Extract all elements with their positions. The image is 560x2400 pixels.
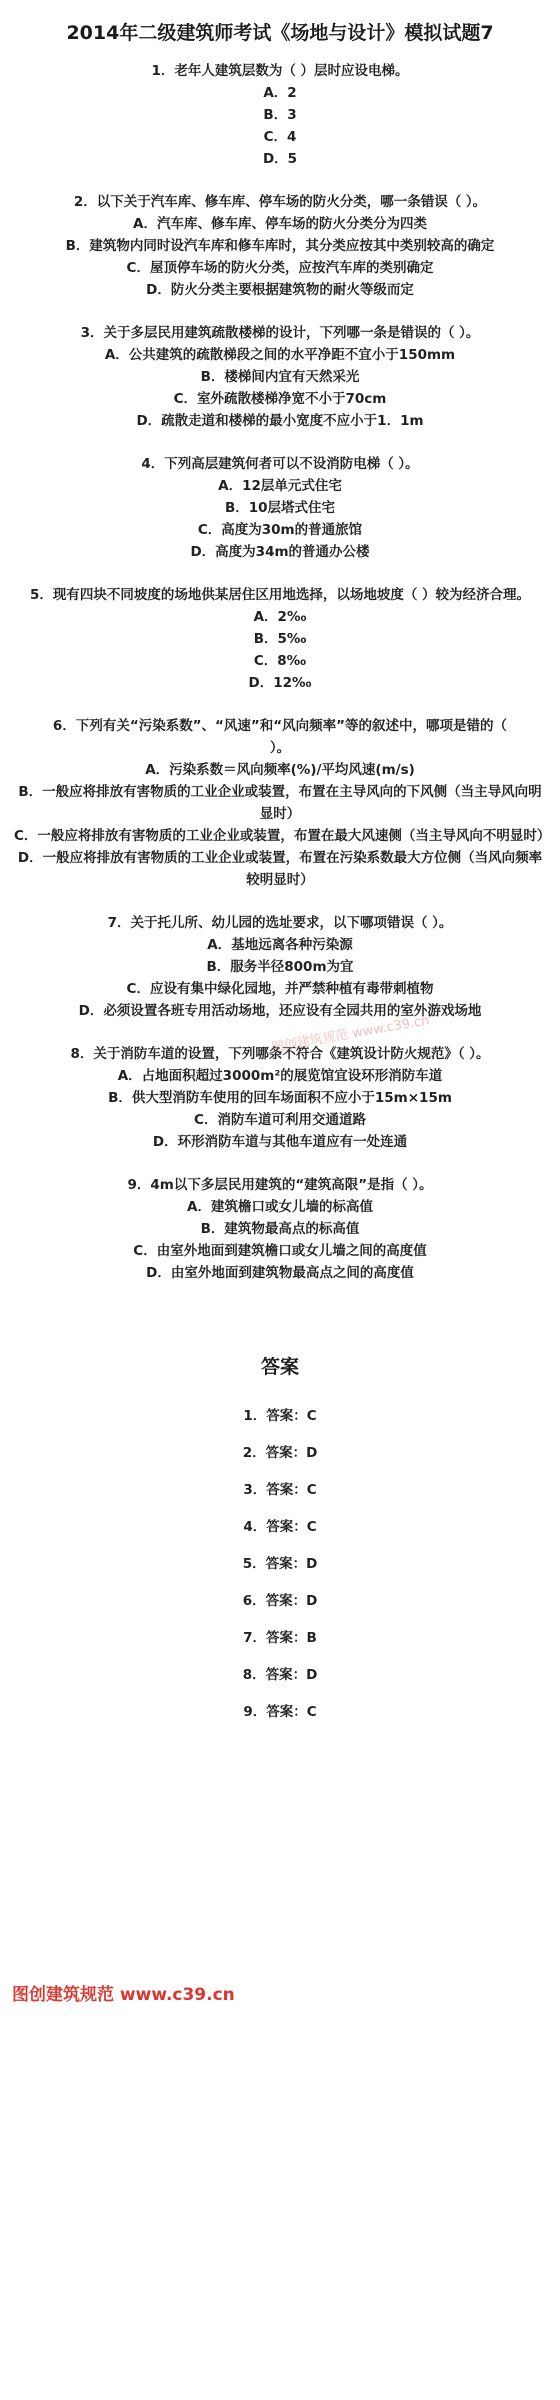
question-option: D．5: [262, 151, 298, 167]
question-stem: 4．下列高层建筑何者可以不设消防电梯（ ）。: [141, 456, 419, 472]
question-option: C．高度为30m的普通旅馆: [197, 522, 363, 538]
question-stem: 6．下列有关“污染系数”、“风速”和“风向频率”等的叙述中，哪项是错的（: [52, 718, 508, 734]
question-stem: 7．关于托儿所、幼儿园的选址要求，以下哪项错误（ ）。: [107, 915, 453, 931]
question-option: D．环形消防车道与其他车道应有一处连通: [152, 1134, 408, 1150]
answer-item: 9．答案：C: [243, 1704, 317, 1720]
question-stem: 8．关于消防车道的设置，下列哪条不符合《建筑设计防火规范》（ ）。: [70, 1046, 490, 1062]
question-option: C．室外疏散楼梯净宽不小于70cm: [173, 391, 387, 407]
question-option: B．3: [263, 107, 297, 123]
question-block: [0, 322, 560, 432]
question-option: D．疏散走道和楼梯的最小宽度不应小于1．1m: [136, 413, 424, 429]
question-option: B．建筑物最高点的标高值: [200, 1221, 360, 1237]
question-list: [0, 60, 560, 1305]
question-stem: 3．关于多层民用建筑疏散楼梯的设计，下列哪一条是错误的（ ）。: [80, 325, 480, 341]
question-option: D．由室外地面到建筑物最高点之间的高度值: [146, 1265, 414, 1281]
answer-item: 6．答案：D: [242, 1593, 318, 1609]
question-block: [0, 1043, 560, 1153]
question-stem: 1．老年人建筑层数为（ ）层时应设电梯。: [151, 63, 409, 79]
question-option: C．由室外地面到建筑檐口或女儿墙之间的高度值: [133, 1243, 427, 1259]
question-option: D．必须设置各班专用活动场地，还应设有全园共用的室外游戏场地: [78, 1003, 482, 1019]
question-option: A．占地面积超过3000m²的展览馆宜设环形消防车道: [117, 1068, 443, 1084]
question-option: B．5‰: [253, 631, 307, 647]
question-option: B．楼梯间内宜有天然采光: [200, 369, 360, 385]
question-option: A．2: [263, 85, 297, 101]
question-option: C．一般应将排放有害物质的工业企业或装置，布置在最大风速侧（当主导风向不明显时）: [14, 828, 551, 844]
question-option: D．防火分类主要根据建筑物的耐火等级而定: [146, 282, 414, 298]
question-option: B．10层塔式住宅: [224, 500, 336, 516]
question-stem: ）。: [269, 740, 291, 756]
answer-item: 4．答案：C: [243, 1519, 317, 1535]
question-block: [0, 715, 560, 891]
question-option: C．4: [263, 129, 297, 145]
question-option: B．供大型消防车使用的回车场面积不应小于15m×15m: [108, 1090, 452, 1106]
question-option: D．高度为34m的普通办公楼: [190, 544, 370, 560]
question-option: B．一般应将排放有害物质的工业企业或装置，布置在主导风向的下风侧（当主导风向明显时）: [18, 784, 542, 822]
question-option: A．汽车库、修车库、停车场的防火分类分为四类: [133, 216, 427, 232]
question-option: B．建筑物内同时设汽车库和修车库时，其分类应按其中类别较高的确定: [65, 238, 495, 254]
answer-list: [0, 1398, 560, 1731]
question-option: D．12‰: [248, 675, 312, 691]
question-option: A．基地远离各种污染源: [207, 937, 353, 953]
question-block: [0, 60, 560, 170]
question-option: A．12层单元式住宅: [218, 478, 342, 494]
question-option: B．服务半径800m为宜: [206, 959, 354, 975]
question-option: C．消防车道可利用交通道路: [194, 1112, 366, 1128]
answer-item: 8．答案：D: [242, 1667, 318, 1683]
question-option: A．建筑檐口或女儿墙的标高值: [187, 1199, 373, 1215]
question-option: A．2‰: [253, 609, 307, 625]
question-block: [0, 912, 560, 1022]
question-option: D．一般应将排放有害物质的工业企业或装置，布置在污染系数最大方位侧（当风向频率较明显时）: [17, 850, 543, 888]
question-block: [0, 584, 560, 694]
answer-item: 7．答案：B: [243, 1630, 317, 1646]
answers-heading: 答案: [260, 1356, 299, 1378]
watermark-overlay: 图创建筑规范 www.c39.cn: [270, 1013, 431, 1056]
question-option: C．屋顶停车场的防火分类，应按汽车库的类别确定: [126, 260, 434, 276]
answer-item: 3．答案：C: [243, 1482, 317, 1498]
question-stem: 5．现有四块不同坡度的场地供某居住区用地选择，以场地坡度（ ）较为经济合理。: [29, 587, 531, 603]
question-block: [0, 1174, 560, 1284]
question-option: C．应设有集中绿化园地，并严禁种植有毒带刺植物: [126, 981, 434, 997]
page-title: 2014年二级建筑师考试《场地与设计》模拟试题7: [66, 22, 494, 44]
question-stem: 9．4m以下多层民用建筑的“建筑高限”是指（ ）。: [127, 1177, 433, 1193]
answer-item: 2．答案：D: [242, 1445, 318, 1461]
question-option: C．8‰: [253, 653, 307, 669]
answer-item: 5．答案：D: [242, 1556, 318, 1572]
answer-item: 1．答案：C: [243, 1408, 317, 1424]
question-option: A．污染系数＝风向频率(%)/平均风速(m/s): [145, 762, 415, 778]
question-block: [0, 191, 560, 301]
question-block: [0, 453, 560, 563]
question-stem: 2．以下关于汽车库、修车库、停车场的防火分类，哪一条错误（ ）。: [73, 194, 487, 210]
site-watermark: 图创建筑规范 www.c39.cn: [12, 1985, 235, 2005]
question-option: A．公共建筑的疏散梯段之间的水平净距不宜小于150mm: [104, 347, 456, 363]
